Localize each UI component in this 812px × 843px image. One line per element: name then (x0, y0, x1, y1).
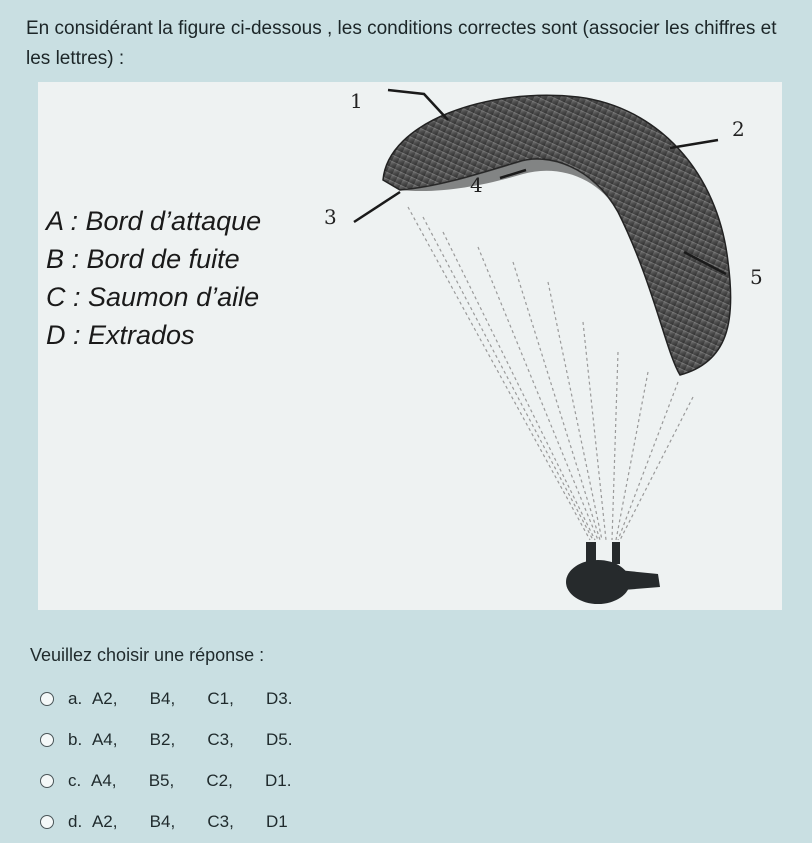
option-d[interactable] (40, 801, 292, 842)
pilot-silhouette (566, 542, 660, 604)
paraglider-drawing (38, 82, 782, 610)
answer-prompt: Veuillez choisir une réponse : (30, 645, 265, 665)
figure-number-5: 5 (750, 265, 763, 289)
option-a[interactable] (40, 678, 292, 719)
question-text: En considérant la figure ci-dessous , les conditions correctes sont (associer les chiffres et les lettres) : (26, 18, 777, 69)
option-c[interactable] (40, 760, 292, 801)
option-b-label: b. A4, B2, C3, D5. (68, 729, 293, 749)
radio-button-icon[interactable] (40, 733, 54, 747)
radio-button-icon[interactable] (40, 692, 54, 706)
legend-c: C : Saumon d’aile (46, 282, 260, 312)
radio-button-icon[interactable] (40, 774, 54, 788)
figure-number-2: 2 (732, 117, 745, 141)
legend-d: D : Extrados (46, 320, 195, 350)
answer-options (40, 678, 292, 842)
option-a-label: a. A2, B4, C1, D3. (68, 688, 293, 708)
wing-canopy (383, 95, 731, 375)
legend-b: B : Bord de fuite (46, 244, 240, 274)
option-c-label: c. A4, B5, C2, D1. (68, 770, 292, 790)
figure-number-4: 4 (470, 173, 483, 197)
legend-a: A : Bord d’attaque (46, 206, 262, 236)
option-b[interactable] (40, 719, 292, 760)
figure-number-1: 1 (350, 89, 363, 113)
radio-button-icon[interactable] (40, 815, 54, 829)
figure-number-3: 3 (324, 205, 337, 229)
paraglider-figure (38, 82, 782, 610)
option-d-label: d. A2, B4, C3, D1 (68, 811, 288, 831)
